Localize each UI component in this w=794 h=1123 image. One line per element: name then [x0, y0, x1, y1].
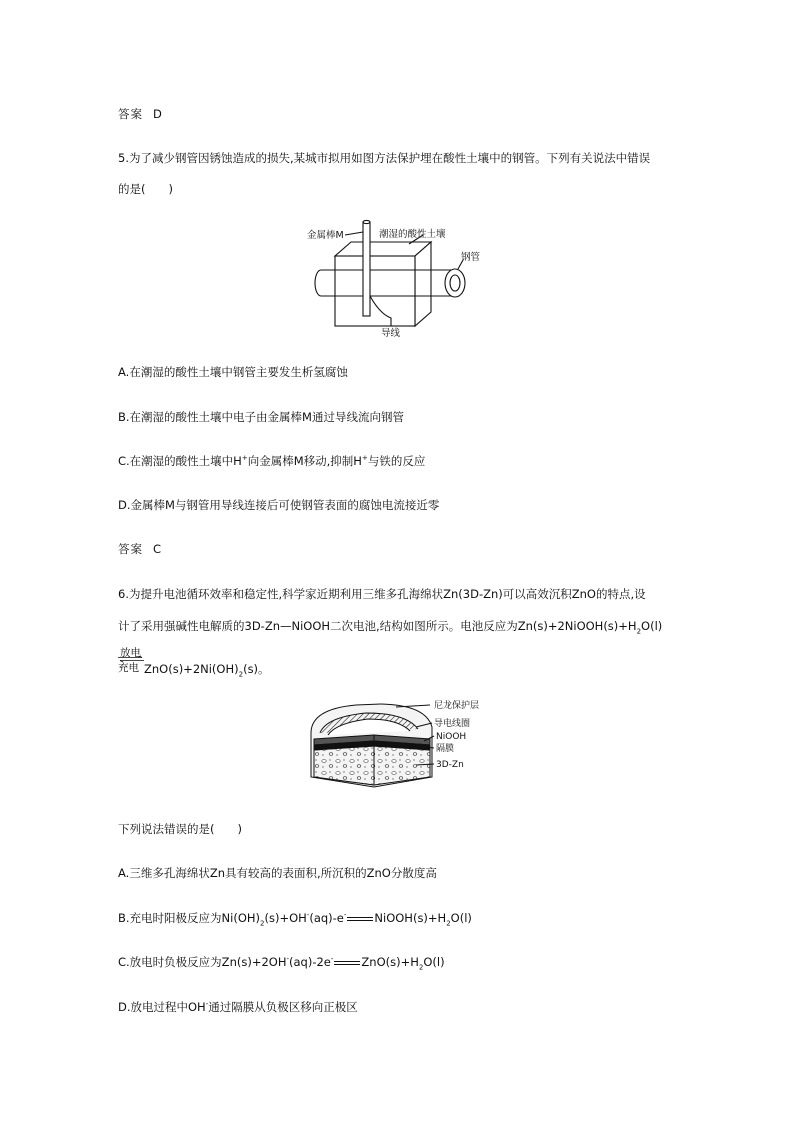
soil-box-right: [415, 242, 431, 326]
label-soil: 潮湿的酸性土壤: [379, 229, 446, 240]
q6-stem-line2: 计了采用强碱性电解质的3D-Zn—NiOOH二次电池,结构如图所示。电池反应为$Zn(s)+2NiOOH(s)+H_2O(l)$: [118, 619, 663, 636]
q6-option-a: A.三维多孔海绵状Zn具有较高的表面积,所沉积的ZnO分散度高: [118, 866, 437, 880]
label-wire: 导线: [381, 328, 401, 339]
label-nylon: 尼龙保护层: [434, 701, 480, 711]
arrow-discharge-label: 放电: [120, 647, 141, 659]
soil-box-front: [335, 256, 415, 326]
equals-sign-icon: [334, 959, 360, 967]
q5-figure: [305, 218, 495, 340]
answer-value: C: [153, 542, 162, 556]
q6-stem-line3: $ZnO(s)+2Ni(OH)_2(s)$。: [144, 662, 270, 679]
q4-answer: [118, 106, 162, 122]
equals-sign-icon: [347, 915, 373, 923]
q5-stem-line2: 的是( ): [118, 182, 173, 196]
answer-value: D: [153, 107, 162, 121]
answer-label: 答案: [118, 542, 143, 556]
q5-stem-line1: 5.为了减少钢管因锈蚀造成的损失,某城市拟用如图方法保护埋在酸性土壤中的钢管。下列有关说法中错误: [118, 151, 651, 165]
metal-rod: [363, 222, 370, 316]
arrow-charge-label: 充电: [118, 662, 139, 674]
q6-option-b: B.充电时阳极反应为$Ni(OH)_2(s)+OH^-(aq)-e^-$ $NiOOH(s)+H_2O(l)$: [118, 911, 472, 928]
pipe-left: [315, 270, 335, 296]
q6-option-c: C.放电时负极反应为Zn(s)+2OH-(aq)-2e- $ZnO(s)+H_2O(l)$: [118, 955, 445, 972]
q5-option-a: A.在潮湿的酸性土壤中钢管主要发生析氢腐蚀: [118, 365, 348, 379]
answer-label: 答案: [118, 107, 143, 121]
label-zn: 3D-Zn: [436, 760, 464, 770]
q6-stem-line1: 6.为提升电池循环效率和稳定性,科学家近期利用三维多孔海绵状Zn(3D-Zn)可以高效沉积ZnO的特点,设: [118, 587, 646, 601]
label-pipe: 钢管: [461, 252, 481, 263]
label-separator: 隔膜: [436, 744, 455, 754]
q6-figure: [306, 697, 496, 789]
q5-option-d: D.金属棒M与钢管用导线连接后可使钢管表面的腐蚀电流接近零: [118, 498, 440, 512]
q5-answer: [118, 541, 161, 557]
label-wire-ring: 导电线圈: [434, 719, 471, 729]
q6-option-d: D.放电过程中OH-通过隔膜从负极区移向正极区: [118, 1000, 358, 1014]
q5-option-b: B.在潮湿的酸性土壤中电子由金属棒M通过导线流向钢管: [118, 410, 404, 424]
label-rod: 金属棒M: [307, 230, 344, 241]
q5-option-c: C.在潮湿的酸性土壤中H+向金属棒M移动,抑制H+与铁的反应: [118, 454, 426, 468]
q6-question: 下列说法错误的是( ): [118, 822, 242, 836]
label-niooh: NiOOH: [436, 732, 467, 742]
